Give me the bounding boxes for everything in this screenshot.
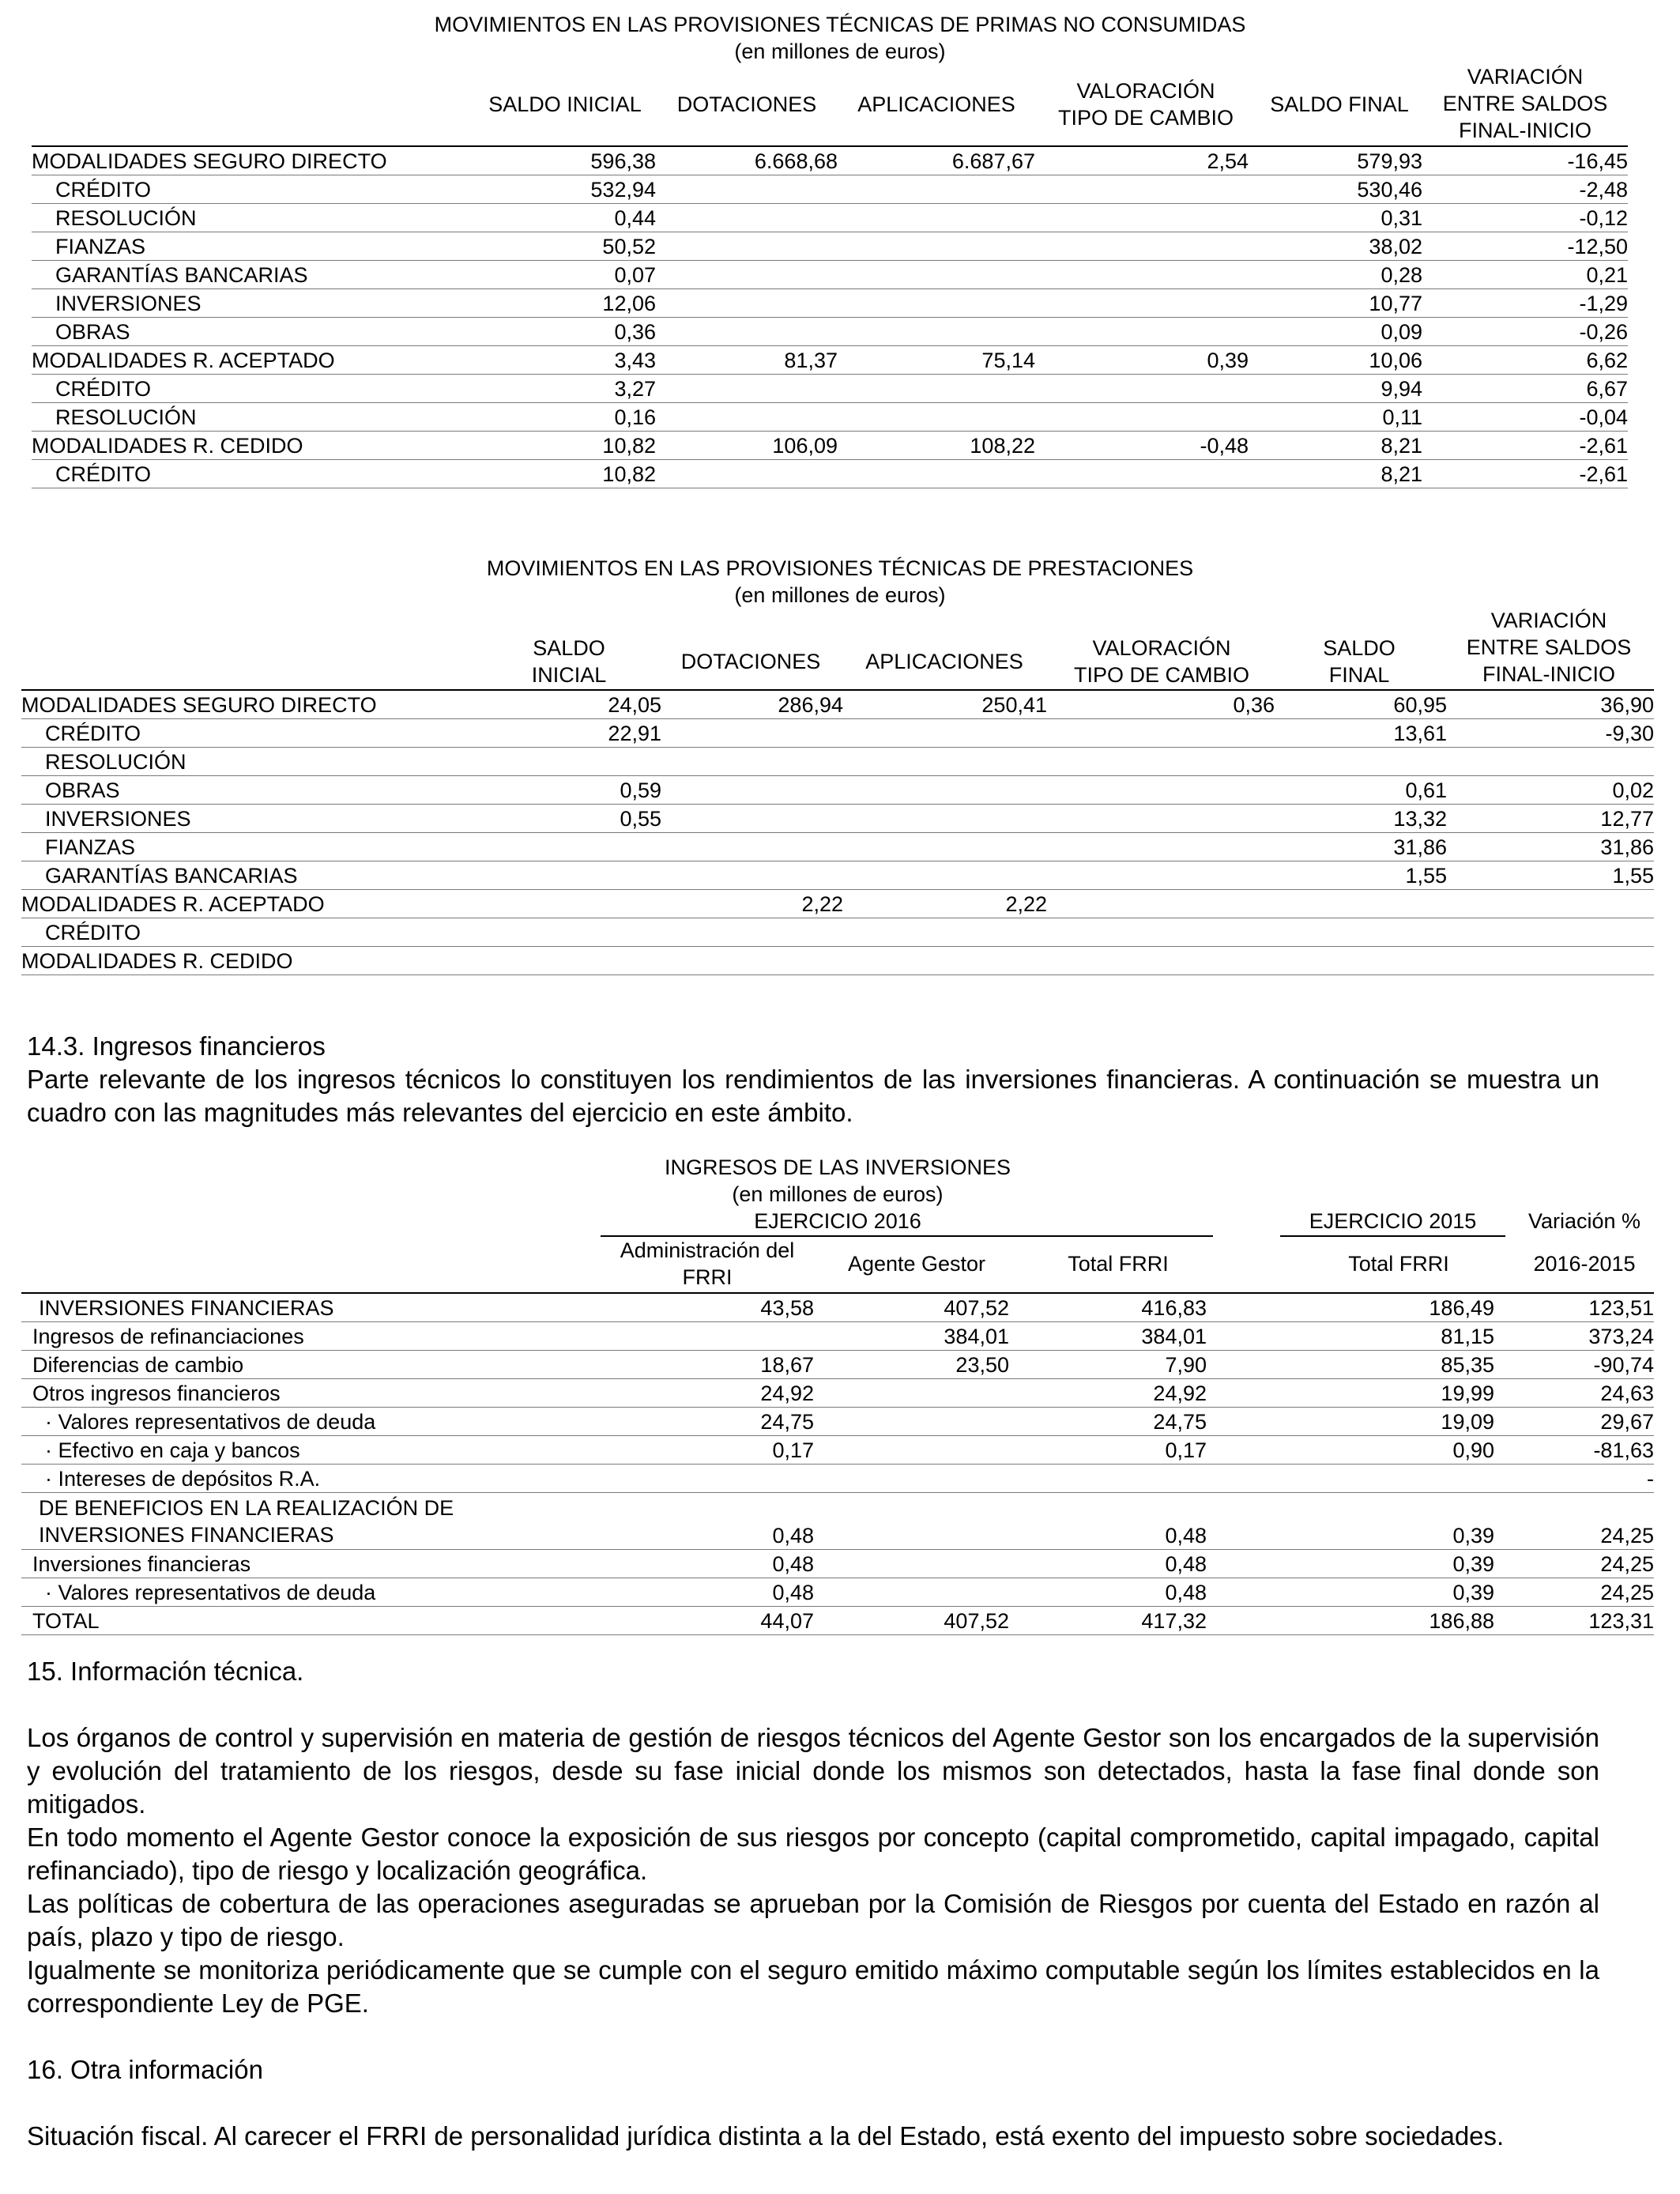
table2-header-aplicaciones: APLICACIONES (865, 650, 1023, 673)
cell: 186,88 (1270, 1607, 1494, 1635)
table-row (21, 1607, 1654, 1635)
cell: 50,52 (474, 232, 656, 261)
cell (814, 1379, 1009, 1408)
cell: 0,55 (480, 805, 661, 833)
cell: 416,83 (1009, 1293, 1207, 1322)
cell: -90,74 (1494, 1351, 1654, 1379)
section-14-3-heading: 14.3. Ingresos financieros (27, 1031, 326, 1061)
cell: 31,86 (1447, 833, 1654, 861)
table1-header-valoracion-1: VALORACIÓN (1076, 79, 1215, 103)
table3-header-ejercicio-2015: EJERCICIO 2015 (1309, 1209, 1477, 1233)
cell: 10,77 (1249, 289, 1422, 318)
row-label: RESOLUCIÓN (21, 748, 480, 776)
table2-header-valoracion-1: VALORACIÓN (1092, 636, 1231, 660)
cell: 31,86 (1275, 833, 1447, 861)
cell: 2,54 (1035, 146, 1249, 175)
cell: 19,09 (1270, 1408, 1494, 1436)
cell: 123,31 (1494, 1607, 1654, 1635)
cell (814, 1465, 1009, 1493)
cell: 0,48 (1009, 1493, 1207, 1550)
cell: -0,12 (1422, 204, 1628, 232)
table3-header-admin-1: Administración del (620, 1238, 795, 1262)
cell: 0,31 (1249, 204, 1422, 232)
row-label: Inversiones financieras (21, 1550, 605, 1578)
row-label: DE BENEFICIOS EN LA REALIZACIÓN DE INVERSIONES FINANCIERAS (21, 1493, 605, 1550)
row-label: Diferencias de cambio (21, 1351, 605, 1379)
cell: 44,07 (605, 1607, 814, 1635)
cell: -2,61 (1422, 432, 1628, 460)
table1-header-variacion-2: ENTRE SALDOS (1442, 92, 1608, 115)
spacer-cell (1207, 1293, 1270, 1322)
cell: 38,02 (1249, 232, 1422, 261)
table-row (21, 1351, 1654, 1379)
spacer-cell (1207, 1322, 1270, 1351)
table3-header-ejercicio-2016: EJERCICIO 2016 (754, 1209, 921, 1233)
table-row (21, 1322, 1654, 1351)
table2-header-saldo-inicial-1: SALDO (533, 636, 605, 660)
cell (814, 1436, 1009, 1465)
cell: 8,21 (1249, 460, 1422, 488)
row-label: MODALIDADES R. ACEPTADO (21, 890, 480, 918)
cell: 24,75 (1009, 1408, 1207, 1436)
section-16-heading: 16. Otra información (27, 2055, 263, 2084)
row-label: CRÉDITO (32, 375, 474, 403)
table1-header-aplicaciones: APLICACIONES (857, 92, 1015, 116)
row-label: INVERSIONES (21, 805, 480, 833)
table-row (21, 1379, 1654, 1408)
cell: - (1494, 1465, 1654, 1493)
cell: 13,32 (1275, 805, 1447, 833)
cell (814, 1578, 1009, 1607)
cell: 407,52 (814, 1293, 1009, 1322)
row-label: RESOLUCIÓN (32, 403, 474, 432)
row-label: MODALIDADES R. ACEPTADO (32, 346, 474, 375)
row-label: MODALIDADES R. CEDIDO (32, 432, 474, 460)
row-label: CRÉDITO (21, 918, 480, 947)
row-label: · Valores representativos de deuda (21, 1578, 605, 1607)
cell: 417,32 (1009, 1607, 1207, 1635)
cell: 13,61 (1275, 719, 1447, 748)
table-row (21, 1408, 1654, 1436)
row-label: MODALIDADES SEGURO DIRECTO (32, 146, 474, 175)
spacer-cell (1207, 1607, 1270, 1635)
spacer-cell (1207, 1408, 1270, 1436)
table1-header-variacion-1: VARIACIÓN (1467, 65, 1584, 89)
cell: -12,50 (1422, 232, 1628, 261)
cell: 0,48 (1009, 1578, 1207, 1607)
row-label: INVERSIONES (32, 289, 474, 318)
cell: 85,35 (1270, 1351, 1494, 1379)
cell: 596,38 (474, 146, 656, 175)
table-row (21, 1436, 1654, 1465)
cell: 24,63 (1494, 1379, 1654, 1408)
cell (605, 1322, 814, 1351)
spacer-cell (1207, 1550, 1270, 1578)
cell: 75,14 (838, 346, 1035, 375)
cell: 6.668,68 (656, 146, 838, 175)
cell: 9,94 (1249, 375, 1422, 403)
table-row (21, 1493, 1654, 1550)
table3-header-admin-2: FRRI (682, 1265, 733, 1289)
table3-header-total-2015: Total FRRI (1348, 1252, 1449, 1276)
row-label: INVERSIONES FINANCIERAS (21, 1293, 605, 1322)
row-label: FIANZAS (32, 232, 474, 261)
row-label: RESOLUCIÓN (32, 204, 474, 232)
cell: 250,41 (843, 690, 1047, 719)
table2-header-saldo-final-2: FINAL (1328, 663, 1390, 687)
cell: 18,67 (605, 1351, 814, 1379)
table3-subtitle: (en millones de euros) (732, 1182, 944, 1206)
cell: 106,09 (656, 432, 838, 460)
row-label: GARANTÍAS BANCARIAS (32, 261, 474, 289)
section-15-paragraph-1: Los órganos de control y supervisión en materia de gestión de riesgos técnicos del Agente Gestor son los encargados de la supervisión y evolución del tratamiento de los riesgos, desde su fase inicial donde los mismos son detectados, hasta la fase final donde son mitigados. (27, 1723, 1599, 1819)
cell: 24,92 (605, 1379, 814, 1408)
cell: 0,09 (1249, 318, 1422, 346)
row-label: CRÉDITO (32, 175, 474, 204)
table2-header-dotaciones: DOTACIONES (680, 650, 821, 673)
spacer-cell (1207, 1493, 1270, 1550)
cell: -0,48 (1035, 432, 1249, 460)
cell: 12,06 (474, 289, 656, 318)
cell: -81,63 (1494, 1436, 1654, 1465)
cell: 24,05 (480, 690, 661, 719)
cell: 384,01 (814, 1322, 1009, 1351)
row-label: TOTAL (21, 1607, 605, 1635)
row-label: OBRAS (32, 318, 474, 346)
row-label: · Intereses de depósitos R.A. (21, 1465, 605, 1493)
row-label: · Efectivo en caja y bancos (21, 1436, 605, 1465)
cell: 0,17 (1009, 1436, 1207, 1465)
cell: 1,55 (1275, 861, 1447, 890)
cell: 6,67 (1422, 375, 1628, 403)
cell: 22,91 (480, 719, 661, 748)
cell: 6,62 (1422, 346, 1628, 375)
cell: 0,48 (605, 1578, 814, 1607)
spacer-cell (1207, 1436, 1270, 1465)
table-row (21, 1465, 1654, 1493)
cell: -0,04 (1422, 403, 1628, 432)
row-label: GARANTÍAS BANCARIAS (21, 861, 480, 890)
cell: 36,90 (1447, 690, 1654, 719)
cell: 23,50 (814, 1351, 1009, 1379)
row-label: CRÉDITO (21, 719, 480, 748)
cell: 6.687,67 (838, 146, 1035, 175)
cell: 10,82 (474, 432, 656, 460)
cell: 7,90 (1009, 1351, 1207, 1379)
table-row (21, 1293, 1654, 1322)
cell: -1,29 (1422, 289, 1628, 318)
cell: 532,94 (474, 175, 656, 204)
cell: 0,36 (1047, 690, 1275, 719)
table3-body (21, 1292, 1654, 1635)
cell: 0,90 (1270, 1436, 1494, 1465)
cell: 1,55 (1447, 861, 1654, 890)
row-label: MODALIDADES R. CEDIDO (21, 947, 480, 975)
cell: 530,46 (1249, 175, 1422, 204)
cell: 0,11 (1249, 403, 1422, 432)
section-14-3-paragraph: Parte relevante de los ingresos técnicos lo constituyen los rendimientos de las inversiones financieras. A continuación se muestra un cuadro con las magnitudes más relevantes del ejercicio en este ámbito. (27, 1065, 1599, 1127)
cell: 12,77 (1447, 805, 1654, 833)
section-15-paragraph-2: En todo momento el Agente Gestor conoce la exposición de sus riesgos por concepto (capital comprometido, capital impagado, capital refinanciado), tipo de riesgo y localización geográfica. (27, 1823, 1599, 1885)
spacer-cell (1207, 1465, 1270, 1493)
section-15-paragraph-4: Igualmente se monitoriza periódicamente que se cumple con el seguro emitido máximo computable según los límites establecidos en la correspondiente Ley de PGE. (27, 1955, 1599, 2018)
cell: 19,99 (1270, 1379, 1494, 1408)
cell: 24,92 (1009, 1379, 1207, 1408)
cell: 0,39 (1270, 1578, 1494, 1607)
table1-header-variacion-3: FINAL-INICIO (1458, 119, 1591, 142)
cell: -2,61 (1422, 460, 1628, 488)
cell: -2,48 (1422, 175, 1628, 204)
table2-header-variacion-2: ENTRE SALDOS (1466, 635, 1632, 659)
cell: 579,93 (1249, 146, 1422, 175)
cell (1270, 1465, 1494, 1493)
spacer-cell (1207, 1379, 1270, 1408)
cell: 0,21 (1422, 261, 1628, 289)
section-15-paragraph-3: Las políticas de cobertura de las operaciones aseguradas se aprueban por la Comisión de Riesgos por cuenta del Estado en razón al país, plazo y tipo de riesgo. (27, 1889, 1599, 1951)
table-row (21, 1550, 1654, 1578)
cell: 407,52 (814, 1607, 1009, 1635)
table2-header-saldo-inicial-2: INICIAL (531, 663, 607, 687)
cell: 24,25 (1494, 1550, 1654, 1578)
spacer-cell (1207, 1351, 1270, 1379)
cell: 286,94 (661, 690, 843, 719)
table2-header-variacion-3: FINAL-INICIO (1482, 662, 1615, 686)
cell: 108,22 (838, 432, 1035, 460)
cell: 43,58 (605, 1293, 814, 1322)
cell: 384,01 (1009, 1322, 1207, 1351)
table1-header-dotaciones: DOTACIONES (676, 92, 817, 116)
table3-header-periodo: 2016-2015 (1533, 1252, 1636, 1276)
cell: 0,39 (1035, 346, 1249, 375)
cell: 0,02 (1447, 776, 1654, 805)
cell: 24,25 (1494, 1578, 1654, 1607)
cell (814, 1493, 1009, 1550)
cell: 0,39 (1270, 1550, 1494, 1578)
section-15-heading: 15. Información técnica. (27, 1657, 304, 1686)
cell: -9,30 (1447, 719, 1654, 748)
cell: 29,67 (1494, 1408, 1654, 1436)
cell (605, 1465, 814, 1493)
cell (1009, 1465, 1207, 1493)
cell: -16,45 (1422, 146, 1628, 175)
cell: 24,75 (605, 1408, 814, 1436)
table3-header-agente: Agente Gestor (847, 1252, 986, 1276)
table3-title: INGRESOS DE LAS INVERSIONES (664, 1155, 1011, 1179)
cell: 8,21 (1249, 432, 1422, 460)
row-label: Ingresos de refinanciaciones (21, 1322, 605, 1351)
cell: 186,49 (1270, 1293, 1494, 1322)
table2-header-saldo-final-1: SALDO (1323, 636, 1396, 660)
cell: 0,39 (1270, 1493, 1494, 1550)
cell: 0,59 (480, 776, 661, 805)
table2-header-valoracion-2: TIPO DE CAMBIO (1073, 663, 1250, 687)
cell: 0,28 (1249, 261, 1422, 289)
cell: 0,36 (474, 318, 656, 346)
table2-title: MOVIMIENTOS EN LAS PROVISIONES TÉCNICAS DE PRESTACIONES (486, 556, 1194, 580)
table1-subtitle: (en millones de euros) (734, 40, 946, 63)
cell: 0,17 (605, 1436, 814, 1465)
table3-header-total-2016: Total FRRI (1068, 1252, 1169, 1276)
section-16-paragraph-1: Situación fiscal. Al carecer el FRRI de personalidad jurídica distinta a la del Estado, está exento del impuesto sobre sociedades. (27, 2121, 1505, 2151)
cell: 0,48 (1009, 1550, 1207, 1578)
cell: 3,43 (474, 346, 656, 375)
cell: 60,95 (1275, 690, 1447, 719)
row-label: Otros ingresos financieros (21, 1379, 605, 1408)
cell: 0,16 (474, 403, 656, 432)
cell: -0,26 (1422, 318, 1628, 346)
table-row (21, 1578, 1654, 1607)
table2-subtitle: (en millones de euros) (734, 583, 946, 607)
cell: 81,15 (1270, 1322, 1494, 1351)
row-label: MODALIDADES SEGURO DIRECTO (21, 690, 480, 719)
cell (814, 1408, 1009, 1436)
row-label: CRÉDITO (32, 460, 474, 488)
table2-header-variacion-1: VARIACIÓN (1490, 609, 1607, 632)
table1-title: MOVIMIENTOS EN LAS PROVISIONES TÉCNICAS DE PRIMAS NO CONSUMIDAS (434, 13, 1246, 36)
cell: 0,61 (1275, 776, 1447, 805)
cell: 123,51 (1494, 1293, 1654, 1322)
table3-header-variacion: Variación % (1527, 1209, 1641, 1233)
row-label: · Valores representativos de deuda (21, 1408, 605, 1436)
spacer-cell (1207, 1578, 1270, 1607)
cell: 0,48 (605, 1550, 814, 1578)
cell: 2,22 (661, 890, 843, 918)
table1-header-saldo-inicial: SALDO INICIAL (488, 92, 642, 116)
cell: 373,24 (1494, 1322, 1654, 1351)
cell: 10,82 (474, 460, 656, 488)
cell: 0,44 (474, 204, 656, 232)
cell: 3,27 (474, 375, 656, 403)
row-label: FIANZAS (21, 833, 480, 861)
cell: 0,07 (474, 261, 656, 289)
cell: 0,48 (605, 1493, 814, 1550)
table1-header-saldo-final: SALDO FINAL (1270, 92, 1409, 116)
row-label: OBRAS (21, 776, 480, 805)
table3-ejercicio-2015-underline (1280, 1235, 1505, 1237)
table1-header-valoracion-2: TIPO DE CAMBIO (1057, 106, 1234, 130)
cell (814, 1550, 1009, 1578)
cell: 10,06 (1249, 346, 1422, 375)
cell: 2,22 (843, 890, 1047, 918)
cell: 81,37 (656, 346, 838, 375)
cell: 24,25 (1494, 1493, 1654, 1550)
